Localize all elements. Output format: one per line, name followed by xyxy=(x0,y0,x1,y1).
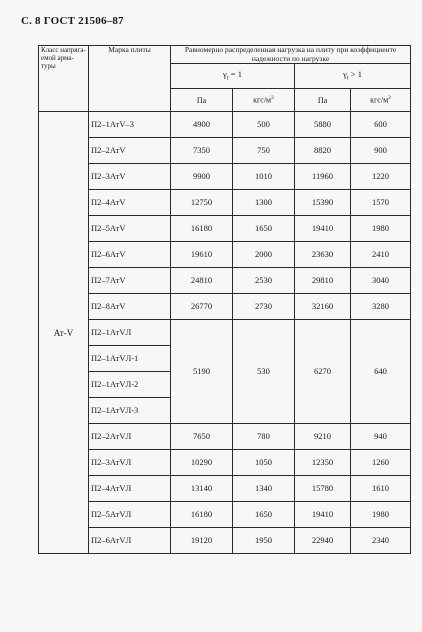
mark-cell: П2–6АтV xyxy=(89,242,171,268)
table-row xyxy=(39,268,411,294)
table-row xyxy=(39,138,411,164)
value-cell: 900 xyxy=(351,138,411,164)
page-header: С. 8 ГОСТ 21506–87 xyxy=(21,15,124,27)
value-cell: 2530 xyxy=(233,268,295,294)
value-cell: 9210 xyxy=(295,424,351,450)
value-cell: 1010 xyxy=(233,164,295,190)
value-cell: 7650 xyxy=(171,424,233,450)
mark-cell: П2–1АтVЛ xyxy=(89,320,171,346)
mark-cell: П2–3АтVЛ xyxy=(89,450,171,476)
col-header-gamma-eq xyxy=(171,64,295,89)
value-cell: 5880 xyxy=(295,112,351,138)
value-cell: 1650 xyxy=(233,502,295,528)
value-cell: 16180 xyxy=(171,216,233,242)
mark-cell: П2–1АтV–3 xyxy=(89,112,171,138)
col-header-load: Равномерно распределенная нагрузка на плиту при коэффициенте надежности по нагрузке xyxy=(171,46,411,64)
value-cell: 16180 xyxy=(171,502,233,528)
value-cell: 5190 xyxy=(171,320,233,424)
gamma-symbol: $\gamma_f$ xyxy=(343,69,349,82)
value-cell: 1650 xyxy=(233,216,295,242)
mark-cell: П2–8АтV xyxy=(89,294,171,320)
col-header-class: Класс напряга-емой арма-туры xyxy=(39,46,89,112)
value-cell: 640 xyxy=(351,320,411,424)
value-cell: 11960 xyxy=(295,164,351,190)
mark-cell: П2–1АтVЛ-3 xyxy=(89,398,171,424)
value-cell: 1300 xyxy=(233,190,295,216)
value-cell: 600 xyxy=(351,112,411,138)
value-cell: 1570 xyxy=(351,190,411,216)
value-cell: 3280 xyxy=(351,294,411,320)
value-cell: 6270 xyxy=(295,320,351,424)
class-cell: Ат-V xyxy=(39,112,89,554)
value-cell: 780 xyxy=(233,424,295,450)
mark-cell: П2–6АтVЛ xyxy=(89,528,171,554)
value-cell: 2000 xyxy=(233,242,295,268)
value-cell: 15780 xyxy=(295,476,351,502)
value-cell: 1220 xyxy=(351,164,411,190)
value-cell: 2340 xyxy=(351,528,411,554)
value-cell: 12750 xyxy=(171,190,233,216)
gamma-gt-label: > 1 xyxy=(350,69,362,80)
table-row xyxy=(39,216,411,242)
value-cell: 1980 xyxy=(351,502,411,528)
value-cell: 9900 xyxy=(171,164,233,190)
col-header-mark: Марка плиты xyxy=(89,46,171,112)
value-cell: 26770 xyxy=(171,294,233,320)
table-row xyxy=(39,242,411,268)
table-row xyxy=(39,294,411,320)
load-table xyxy=(38,45,411,554)
unit-pa: Па xyxy=(295,89,351,112)
value-cell: 24810 xyxy=(171,268,233,294)
table-row xyxy=(39,528,411,554)
table-row xyxy=(39,502,411,528)
value-cell: 3040 xyxy=(351,268,411,294)
mark-cell: П2–5АтVЛ xyxy=(89,502,171,528)
unit-pa: Па xyxy=(171,89,233,112)
mark-cell: П2–2АтV xyxy=(89,138,171,164)
value-cell: 10290 xyxy=(171,450,233,476)
value-cell: 1950 xyxy=(233,528,295,554)
value-cell: 1610 xyxy=(351,476,411,502)
mark-cell: П2–2АтVЛ xyxy=(89,424,171,450)
mark-cell: П2–3АтV xyxy=(89,164,171,190)
mark-cell: П2–4АтV xyxy=(89,190,171,216)
value-cell: 32160 xyxy=(295,294,351,320)
value-cell: 19410 xyxy=(295,502,351,528)
mark-cell: П2–4АтVЛ xyxy=(89,476,171,502)
table-head xyxy=(39,46,411,112)
table-row xyxy=(39,320,411,346)
mark-cell: П2–1АтVЛ-2 xyxy=(89,372,171,398)
table-row xyxy=(39,476,411,502)
value-cell: 500 xyxy=(233,112,295,138)
gamma-eq-label: = 1 xyxy=(230,69,242,80)
unit-kgs: кгс/$м^2$ xyxy=(233,89,295,112)
value-cell: 1340 xyxy=(233,476,295,502)
value-cell: 29810 xyxy=(295,268,351,294)
value-cell: 1260 xyxy=(351,450,411,476)
table-row xyxy=(39,190,411,216)
value-cell: 8820 xyxy=(295,138,351,164)
value-cell: 1050 xyxy=(233,450,295,476)
table-row xyxy=(39,424,411,450)
value-cell: 530 xyxy=(233,320,295,424)
value-cell: 15390 xyxy=(295,190,351,216)
value-cell: 19610 xyxy=(171,242,233,268)
mark-cell: П2–5АтV xyxy=(89,216,171,242)
value-cell: 22940 xyxy=(295,528,351,554)
value-cell: 2730 xyxy=(233,294,295,320)
value-cell: 23630 xyxy=(295,242,351,268)
value-cell: 2410 xyxy=(351,242,411,268)
value-cell: 4900 xyxy=(171,112,233,138)
mark-cell: П2–1АтVЛ-1 xyxy=(89,346,171,372)
value-cell: 19120 xyxy=(171,528,233,554)
gamma-symbol: $\gamma_f$ xyxy=(223,69,229,82)
table-row xyxy=(39,450,411,476)
value-cell: 1980 xyxy=(351,216,411,242)
col-header-gamma-gt xyxy=(295,64,411,89)
value-cell: 940 xyxy=(351,424,411,450)
value-cell: 750 xyxy=(233,138,295,164)
table-row xyxy=(39,164,411,190)
value-cell: 13140 xyxy=(171,476,233,502)
mark-cell: П2–7АтV xyxy=(89,268,171,294)
table-body xyxy=(39,112,411,554)
value-cell: 7350 xyxy=(171,138,233,164)
value-cell: 12350 xyxy=(295,450,351,476)
unit-kgs: кгс/$м^2$ xyxy=(351,89,411,112)
table-row xyxy=(39,112,411,138)
value-cell: 19410 xyxy=(295,216,351,242)
